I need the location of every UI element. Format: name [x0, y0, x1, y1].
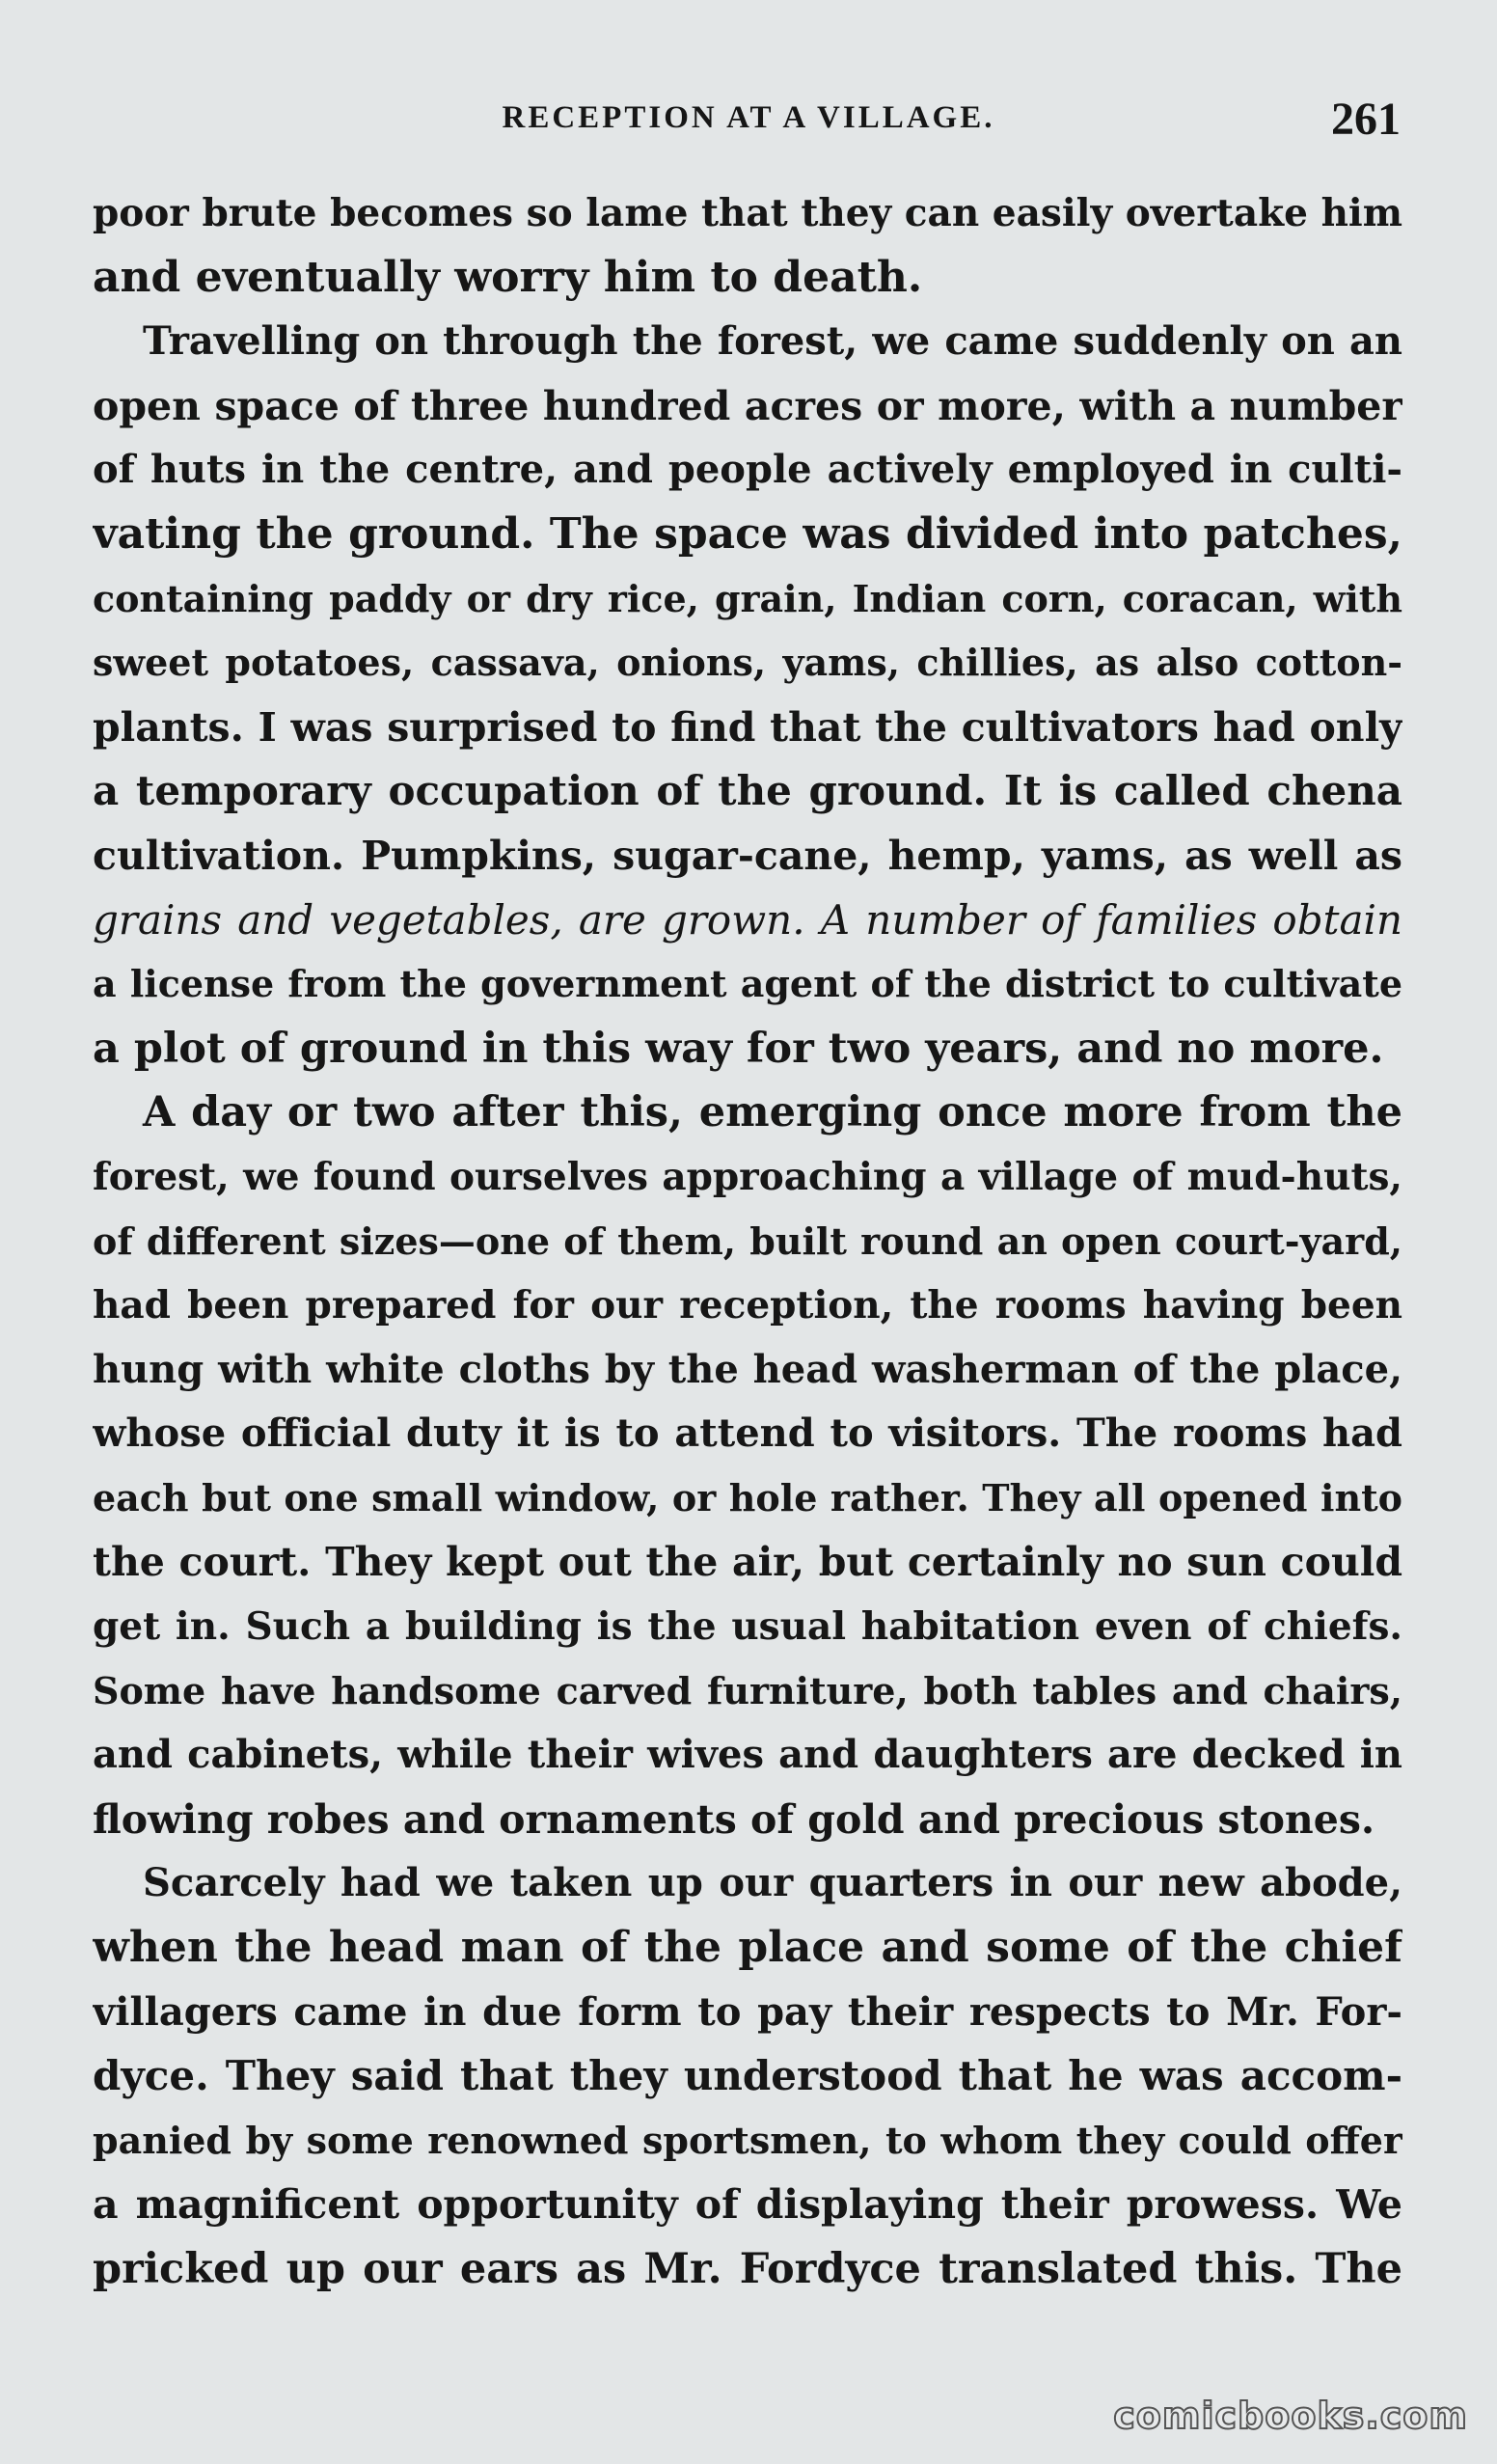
text-line: panied by some renowned sportsmen, to whom they could offer: [93, 2118, 1402, 2162]
text-line: A day or two after this, emerging once more from the: [143, 1088, 1402, 1137]
text-line: dyce. They said that they understood that he was accom-: [93, 2052, 1402, 2100]
text-line: forest, we found ourselves approaching a village of mud-huts,: [93, 1154, 1402, 1199]
text-line: the court. They kept out the air, but certainly no sun could: [93, 1539, 1402, 1586]
text-line: grains and vegetables, are grown. A number of families obtain: [93, 895, 1402, 944]
text-line: sweet potatoes, cassava, onions, yams, chillies, as also cotton-: [93, 641, 1402, 685]
text-line: a temporary occupation of the ground. It is called chena: [93, 767, 1402, 815]
text-line: whose official duty it is to attend to visitors. The rooms had: [93, 1410, 1402, 1457]
text-line: flowing robes and ornaments of gold and precious stones.: [93, 1795, 1375, 1843]
page-number: 261: [1331, 94, 1401, 145]
text-line: of different sizes—one of them, built round an open court-yard,: [93, 1218, 1402, 1263]
text-line: open space of three hundred acres or more, with a number: [93, 382, 1402, 429]
text-line: Travelling on through the forest, we came suddenly on an: [143, 318, 1402, 365]
text-line: of huts in the centre, and people actively employed in culti-: [93, 447, 1402, 493]
text-line: a license from the government agent of the district to cultivate: [93, 962, 1402, 1006]
text-line: each but one small window, or hole rather. They all opened into: [93, 1475, 1402, 1519]
text-line: Scarcely had we taken up our quarters in our new abode,: [143, 1860, 1402, 1906]
text-line: and cabinets, while their wives and daughters are decked in: [93, 1732, 1402, 1778]
text-line: containing paddy or dry rice, grain, Indian corn, coracan, with: [93, 576, 1402, 620]
running-head: [96, 93, 1401, 151]
running-title: RECEPTION AT A VILLAGE.: [502, 100, 995, 135]
text-line: plants. I was surprised to find that the cultivators had only: [93, 703, 1402, 751]
text-line: had been prepared for our reception, the rooms having been: [93, 1283, 1402, 1328]
text-line: vating the ground. The space was divided into patches,: [93, 508, 1402, 559]
text-line: hung with white cloths by the head washerman of the place,: [93, 1346, 1402, 1392]
text-line: a magnificent opportunity of displaying their prowess. We: [93, 2181, 1402, 2229]
text-line: villagers came in due form to pay their respects to Mr. For-: [93, 1988, 1402, 2035]
text-line: poor brute becomes so lame that they can easily overtake him: [93, 191, 1402, 235]
text-line: pricked up our ears as Mr. Fordyce translated this. The: [93, 2245, 1402, 2293]
text-line: when the head man of the place and some of the chief: [93, 1923, 1402, 1973]
text-line: Some have handsome carved furniture, both tables and chairs,: [93, 1668, 1402, 1712]
text-line: a plot of ground in this way for two years, and no more.: [93, 1024, 1384, 1073]
watermark: comicbooks.com: [1113, 2395, 1468, 2437]
body-text: [93, 181, 1402, 2302]
text-line: and eventually worry him to death.: [93, 252, 923, 302]
text-line: get in. Such a building is the usual habitation even of chiefs.: [93, 1604, 1402, 1650]
text-line: cultivation. Pumpkins, sugar-cane, hemp, yams, as well as: [93, 832, 1402, 879]
